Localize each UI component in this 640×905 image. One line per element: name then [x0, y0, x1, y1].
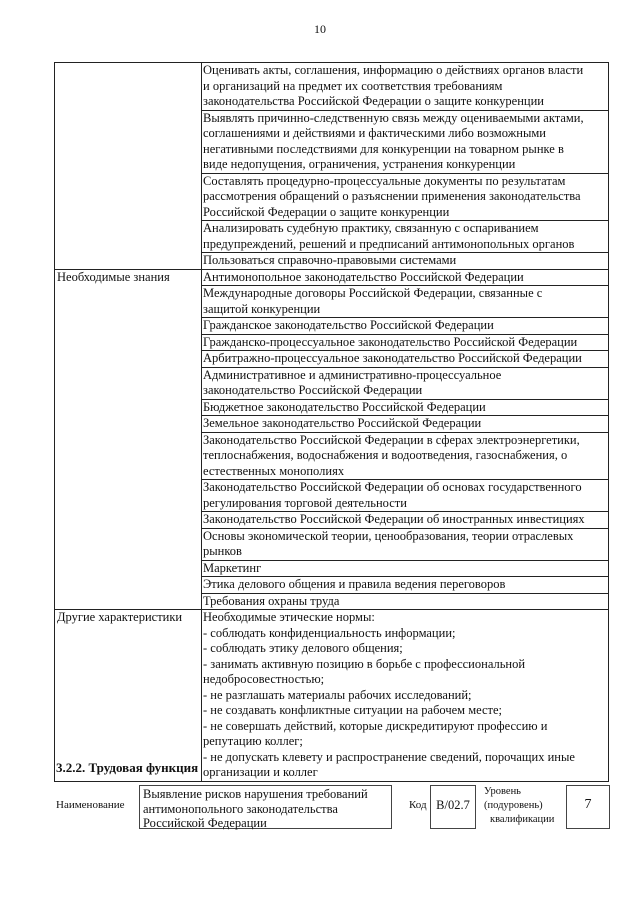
item-line: рассмотрения обращений о разъяснении применения законодательства [203, 189, 581, 203]
list-item [202, 335, 608, 352]
list-item [202, 270, 608, 287]
item-line: Законодательство Российской Федерации об иностранных инвестициях [203, 512, 585, 526]
item-line: законодательство Российской Федерации [203, 383, 423, 397]
list-item [202, 368, 608, 400]
row-content-cell [202, 610, 609, 782]
list-item [202, 318, 608, 335]
list-item [202, 561, 608, 578]
item-line: репутацию коллег; [203, 734, 303, 748]
item-line: Пользоваться справочно-правовыми системами [203, 253, 457, 267]
item-line: Законодательство Российской Федерации об основах государственного [203, 480, 582, 494]
item-line: Этика делового общения и правила ведения переговоров [203, 577, 506, 591]
list-item [202, 174, 608, 222]
list-item [202, 221, 608, 253]
list-item [202, 351, 608, 368]
list-item [202, 416, 608, 433]
code-value: B/02.7 [430, 785, 476, 829]
list-item [202, 433, 608, 481]
item-line: Анализировать судебную практику, связанную с оспариванием [203, 221, 539, 235]
item-line: - не допускать клевету и распространение сведений, порочащих иные [203, 749, 575, 764]
item-line: - соблюдать этику делового общения; [203, 641, 403, 655]
level-label-line: квалификации [490, 814, 555, 825]
item-line: Законодательство Российской Федерации в сферах электроэнергетики, [203, 432, 580, 447]
function-name-line: Российской Федерации [143, 816, 267, 830]
item-line: недобросовестностью; [203, 672, 325, 686]
item-line: регулирования торговой деятельности [203, 495, 407, 510]
list-item [202, 286, 608, 318]
item-line: предупреждений, решений и предписаний антимонопольных органов [203, 236, 575, 251]
list-item [202, 529, 608, 561]
list-item [202, 253, 608, 269]
row-label: Другие характеристики [57, 610, 183, 624]
item-line: Требования охраны труда [203, 593, 340, 608]
item-line: Бюджетное законодательство Российской Федерации [203, 399, 486, 414]
item-line: Необходимые этические нормы: [203, 610, 375, 624]
item-line: Международные договоры Российской Федерации, связанные с [203, 286, 543, 300]
item-line: защитой конкуренции [203, 301, 321, 316]
item-line: - не создавать конфликтные ситуации на рабочем месте; [203, 703, 503, 717]
list-item [202, 594, 608, 610]
item-line: законодательства Российской Федерации о защите конкуренции [203, 94, 544, 108]
list-item [202, 610, 608, 781]
list-item [202, 63, 608, 111]
code-label: Код [409, 799, 427, 811]
function-name-line: Выявление рисков нарушения требований [143, 787, 368, 801]
item-line: Основы экономической теории, ценообразования, теории отраслевых [203, 528, 574, 543]
list-item [202, 400, 608, 417]
row-label-cell [55, 63, 202, 270]
item-line: - не разглашать материалы рабочих исследований; [203, 687, 472, 702]
item-line: Земельное законодательство Российской Федерации [203, 416, 482, 430]
name-label: Наименование [56, 799, 125, 811]
function-name-line: антимонопольного законодательства [143, 801, 338, 816]
row-label-cell [55, 269, 202, 610]
qualification-level-value: 7 [566, 785, 610, 829]
item-line: и организаций на предмет их соответствия требованиям [203, 78, 503, 93]
item-line: Российской Федерации о защите конкуренции [203, 204, 450, 219]
item-line: - не совершать действий, которые дискредитируют профессию и [203, 718, 548, 733]
item-line: Оценивать акты, соглашения, информацию о действиях органов власти [203, 63, 584, 77]
qualification-level-label [484, 785, 554, 827]
table-row [55, 610, 609, 782]
level-label-line: Уровень [484, 786, 521, 797]
list-item [202, 512, 608, 529]
item-line: теплоснабжения, водоснабжения и водоотведения, газоснабжения, о [203, 448, 568, 462]
item-line: естественных монополиях [203, 463, 345, 478]
function-name-box [139, 785, 392, 829]
item-line: - соблюдать конфиденциальность информации; [203, 625, 456, 640]
list-item [202, 577, 608, 594]
row-label-cell [55, 610, 202, 782]
section-heading: 3.2.2. Трудовая функция [56, 760, 199, 775]
item-line: рынков [203, 544, 242, 558]
item-line: Антимонопольное законодательство Российской Федерации [203, 269, 524, 284]
characteristics-table [54, 62, 609, 782]
item-line: Административное и административно-процессуальное [203, 367, 502, 382]
page-number: 10 [314, 22, 326, 36]
level-label-line: (подуровень) [484, 800, 543, 811]
list-item [202, 111, 608, 174]
item-line: Арбитражно-процессуальное законодательство Российской Федерации [203, 351, 582, 365]
row-label: Необходимые знания [57, 269, 170, 284]
table-row [55, 63, 609, 270]
list-item [202, 480, 608, 512]
table-row [55, 269, 609, 610]
item-line: Выявлять причинно-следственную связь между оцениваемыми актами, [203, 110, 584, 125]
row-content-cell [202, 269, 609, 610]
item-line: Гражданское законодательство Российской Федерации [203, 318, 494, 332]
row-content-cell [202, 63, 609, 270]
item-line: Составлять процедурно-процессуальные документы по результатам [203, 173, 566, 188]
item-line: - занимать активную позицию в борьбе с профессиональной [203, 656, 526, 671]
item-line: соглашениями и действиями и фактическими либо возможными [203, 126, 546, 140]
item-line: виде недопущения, ограничения, устранения конкуренции [203, 157, 516, 171]
item-line: Маркетинг [203, 560, 262, 575]
item-line: негативными последствиями для конкуренции на товарном рынке в [203, 141, 564, 156]
item-line: организации и коллег [203, 765, 318, 779]
item-line: Гражданско-процессуальное законодательство Российской Федерации [203, 334, 578, 349]
